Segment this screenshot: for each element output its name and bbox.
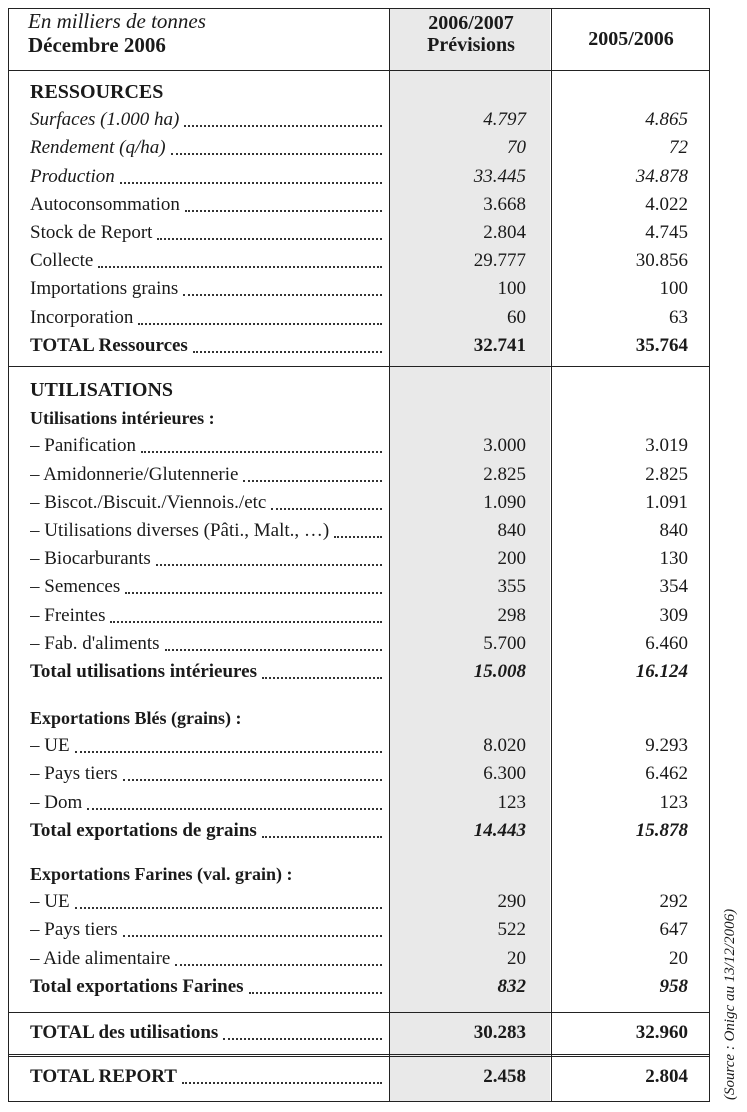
row-label — [30, 630, 385, 658]
row-label — [30, 78, 385, 106]
value-2006-2007: 123 — [497, 791, 526, 813]
table-row — [30, 461, 690, 489]
value-2005-2006: 3.019 — [645, 435, 688, 457]
header-divider — [8, 70, 710, 71]
table-row — [30, 489, 690, 517]
dot-leader — [334, 536, 382, 538]
value-2006-2007: 832 — [497, 975, 526, 997]
value-2006-2007: 2.825 — [483, 463, 526, 485]
value-2005-2006: 35.764 — [635, 334, 688, 356]
table-row — [30, 602, 690, 630]
row-label-text: Rendement (q/ha) — [30, 137, 166, 159]
dot-leader — [223, 1038, 382, 1040]
value-2005-2006: 6.462 — [645, 763, 688, 785]
value-2006-2007: 29.777 — [473, 250, 526, 272]
row-label — [30, 888, 385, 916]
value-2006-2007: 60 — [507, 306, 526, 328]
value-2006-2007: 15.008 — [473, 661, 526, 682]
report-divider — [8, 1054, 710, 1057]
value-2005-2006: 130 — [659, 548, 688, 570]
row-label-text: – UE — [30, 891, 70, 913]
value-2005-2006: 1.091 — [645, 491, 688, 513]
row-label-text: – Dom — [30, 791, 83, 813]
dot-leader — [262, 677, 382, 679]
row-label — [30, 573, 385, 601]
dot-leader — [138, 323, 382, 325]
dot-leader — [184, 125, 382, 127]
row-label-text: Total exportations Farines — [30, 975, 244, 997]
section-heading — [30, 704, 690, 732]
dot-leader — [193, 351, 382, 353]
row-label-text: Exportations Farines (val. grain) : — [30, 864, 293, 884]
dot-leader — [243, 480, 382, 482]
value-2005-2006: 15.878 — [635, 819, 688, 841]
row-label-text: – Pays tiers — [30, 919, 118, 941]
value-2006-2007: 70 — [507, 137, 526, 159]
row-label-text: RESSOURCES — [30, 81, 164, 103]
row-label — [30, 732, 385, 760]
row-label — [30, 517, 385, 545]
value-2005-2006: 34.878 — [635, 165, 688, 187]
row-label-text: TOTAL REPORT — [30, 1066, 177, 1087]
unit-caption: En milliers de tonnes — [28, 9, 206, 33]
value-2005-2006: 647 — [659, 919, 688, 941]
table-row — [30, 163, 690, 191]
value-2005-2006: 9.293 — [645, 735, 688, 757]
value-2005-2006: 72 — [669, 137, 688, 159]
row-label-text: – UE — [30, 735, 70, 757]
source-note: (Source : Onigc au 13/12/2006) — [722, 908, 738, 1100]
dot-leader — [141, 451, 382, 453]
table-row — [30, 134, 690, 162]
row-label-text: – Freintes — [30, 604, 106, 626]
value-2006-2007: 2.458 — [483, 1066, 526, 1087]
value-2005-2006: 2.804 — [645, 1066, 688, 1087]
value-2006-2007: 2.804 — [483, 222, 526, 243]
row-label-text: Surfaces (1.000 ha) — [30, 109, 180, 131]
row-label-text: Utilisations intérieures : — [30, 408, 215, 429]
row-label — [30, 163, 385, 191]
row-label-text: – Semences — [30, 576, 121, 598]
table-row — [30, 1019, 690, 1047]
row-label — [30, 219, 385, 247]
value-2005-2006: 32.960 — [635, 1022, 688, 1043]
row-label — [30, 602, 385, 630]
table-row — [30, 191, 690, 219]
value-2005-2006: 958 — [659, 975, 688, 997]
row-label — [30, 860, 385, 888]
table-row — [30, 432, 690, 460]
date-caption: Décembre 2006 — [28, 33, 166, 57]
dot-leader — [98, 266, 382, 268]
table-row — [30, 973, 690, 1001]
value-2006-2007: 30.283 — [473, 1022, 526, 1043]
row-label-text: – Fab. d'aliments — [30, 632, 160, 654]
table-row — [30, 545, 690, 573]
table-row — [30, 817, 690, 845]
row-label-text: Autoconsommation — [30, 193, 180, 215]
row-label-text: Total utilisations intérieures — [30, 661, 257, 682]
table-row — [30, 945, 690, 973]
table-row — [30, 916, 690, 944]
value-2006-2007: 1.090 — [483, 491, 526, 513]
value-2006-2007: 298 — [497, 604, 526, 626]
row-label — [30, 432, 385, 460]
value-2006-2007: 290 — [497, 891, 526, 913]
row-label — [30, 760, 385, 788]
row-label-text: Incorporation — [30, 306, 134, 328]
table-row — [30, 106, 690, 134]
dot-leader — [183, 294, 382, 296]
value-2005-2006: 4.022 — [645, 193, 688, 215]
value-2006-2007: 20 — [507, 947, 526, 969]
row-label-text: – Aide alimentaire — [30, 947, 171, 969]
value-2006-2007: 3.000 — [483, 435, 526, 457]
table-row — [30, 573, 690, 601]
value-2006-2007: 32.741 — [473, 334, 526, 356]
value-2006-2007: 6.300 — [483, 763, 526, 785]
row-label — [30, 1063, 385, 1091]
table-row — [30, 658, 690, 686]
value-2006-2007: 355 — [497, 576, 526, 598]
section-heading — [30, 376, 690, 404]
row-label — [30, 945, 385, 973]
table-row — [30, 789, 690, 817]
dot-leader — [123, 779, 382, 781]
row-label — [30, 332, 385, 360]
table-row — [30, 760, 690, 788]
value-2006-2007: 33.445 — [473, 165, 526, 187]
table-row — [30, 1063, 690, 1091]
row-label-text: Production — [30, 165, 115, 187]
row-label — [30, 817, 385, 845]
table-row — [30, 304, 690, 332]
dot-leader — [157, 238, 382, 240]
row-label-text: – Amidonnerie/Glutennerie — [30, 463, 239, 485]
row-label — [30, 106, 385, 134]
row-label-text: Importations grains — [30, 278, 179, 300]
column-header-2005-2006: 2005/2006 — [588, 28, 674, 50]
row-label — [30, 789, 385, 817]
dot-leader — [185, 210, 382, 212]
value-2005-2006: 4.745 — [645, 222, 688, 243]
row-label-text: TOTAL des utilisations — [30, 1022, 219, 1043]
table-row — [30, 517, 690, 545]
row-label — [30, 134, 385, 162]
section-heading — [30, 860, 690, 888]
dot-leader — [123, 935, 382, 937]
dot-leader — [125, 592, 382, 594]
table-row — [30, 219, 690, 247]
row-label-text: – Utilisations diverses (Pâti., Malt., …) — [30, 520, 330, 541]
column-header-forecast: Prévisions — [427, 34, 515, 56]
dot-leader — [156, 564, 382, 566]
section-heading — [30, 404, 690, 432]
dot-leader — [262, 836, 382, 838]
dot-leader — [171, 153, 382, 155]
row-label — [30, 658, 385, 686]
row-label-text: Exportations Blés (grains) : — [30, 708, 242, 728]
dot-leader — [120, 182, 382, 184]
dot-leader — [271, 508, 382, 510]
table-row — [30, 275, 690, 303]
value-2005-2006: 309 — [659, 604, 688, 626]
row-label-text: Collecte — [30, 250, 94, 272]
value-2005-2006: 16.124 — [635, 661, 688, 682]
row-label — [30, 489, 385, 517]
row-label — [30, 404, 385, 432]
value-2005-2006: 4.865 — [645, 109, 688, 131]
value-2006-2007: 3.668 — [483, 193, 526, 215]
value-2006-2007: 4.797 — [483, 109, 526, 131]
value-2005-2006: 354 — [659, 576, 688, 598]
value-2006-2007: 5.700 — [483, 632, 526, 654]
table-row — [30, 332, 690, 360]
row-label — [30, 545, 385, 573]
row-label — [30, 191, 385, 219]
row-label — [30, 1019, 385, 1047]
value-2005-2006: 840 — [659, 520, 688, 541]
row-label-text: Total exportations de grains — [30, 819, 257, 841]
value-2006-2007: 8.020 — [483, 735, 526, 757]
column-header-year: 2006/2007 — [428, 12, 514, 34]
row-label — [30, 461, 385, 489]
dot-leader — [75, 907, 382, 909]
row-label-text: TOTAL Ressources — [30, 334, 188, 356]
value-2006-2007: 840 — [497, 520, 526, 541]
row-label — [30, 973, 385, 1001]
dot-leader — [87, 808, 382, 810]
table-row — [30, 247, 690, 275]
column-header-2006-2007 — [392, 12, 550, 56]
value-2005-2006: 20 — [669, 947, 688, 969]
value-2005-2006: 30.856 — [635, 250, 688, 272]
row-label-text: – Biocarburants — [30, 548, 151, 570]
value-2006-2007: 14.443 — [473, 819, 526, 841]
dot-leader — [175, 964, 382, 966]
value-2006-2007: 100 — [497, 278, 526, 300]
dot-leader — [182, 1082, 382, 1084]
row-label-text: UTILISATIONS — [30, 379, 174, 401]
value-2006-2007: 522 — [497, 919, 526, 941]
dot-leader — [110, 621, 382, 623]
table-row — [30, 630, 690, 658]
table-row — [30, 888, 690, 916]
section-heading — [30, 78, 690, 106]
row-label — [30, 916, 385, 944]
dot-leader — [75, 751, 382, 753]
row-label — [30, 376, 385, 404]
ressources-divider — [8, 366, 710, 367]
dot-leader — [165, 649, 382, 651]
row-label-text: – Panification — [30, 435, 137, 457]
value-2006-2007: 200 — [497, 548, 526, 570]
value-2005-2006: 63 — [669, 306, 688, 328]
value-2005-2006: 292 — [659, 891, 688, 913]
row-label-text: Stock de Report — [30, 222, 153, 243]
value-2005-2006: 123 — [659, 791, 688, 813]
table-row — [30, 732, 690, 760]
row-label — [30, 704, 385, 732]
dot-leader — [249, 992, 382, 994]
row-label-text: – Biscot./Biscuit./Viennois./etc — [30, 491, 267, 513]
value-2005-2006: 6.460 — [645, 632, 688, 654]
row-label — [30, 247, 385, 275]
row-label — [30, 304, 385, 332]
value-2005-2006: 2.825 — [645, 463, 688, 485]
value-2005-2006: 100 — [659, 278, 688, 300]
row-label — [30, 275, 385, 303]
utilisations-total-divider — [8, 1012, 710, 1013]
row-label-text: – Pays tiers — [30, 763, 118, 785]
